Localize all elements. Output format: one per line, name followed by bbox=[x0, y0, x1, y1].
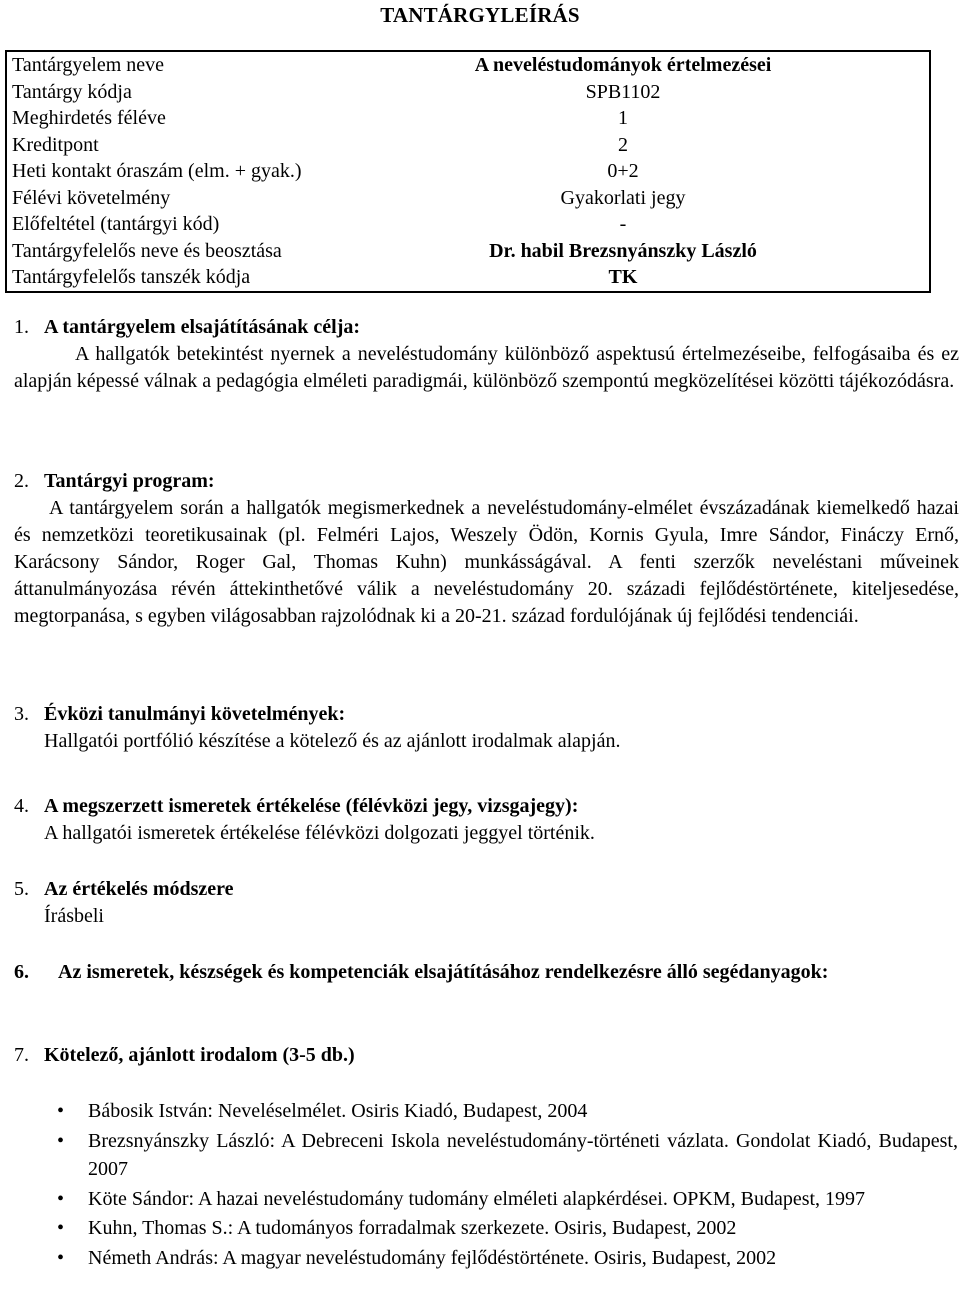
bullet-icon: • bbox=[57, 1246, 65, 1269]
course-info-table bbox=[5, 50, 931, 293]
section-heading: Évközi tanulmányi követelmények: bbox=[44, 703, 346, 725]
row-label: Meghirdetés féléve bbox=[12, 107, 166, 130]
section-heading: Az ismeretek, készségek és kompetenciák elsajátításához rendelkezésre álló segédanyagok: bbox=[58, 961, 829, 983]
row-label: Tantárgyfelelős tanszék kódja bbox=[12, 266, 251, 289]
row-value: 2 bbox=[618, 133, 628, 156]
page-title: TANTÁRGYLEÍRÁS bbox=[380, 3, 580, 27]
list-item bbox=[0, 1244, 960, 1273]
row-label: Tantárgy kódja bbox=[12, 80, 132, 103]
section-number: 3. bbox=[14, 703, 29, 725]
section-body: Írásbeli bbox=[44, 905, 104, 927]
table-row bbox=[6, 51, 930, 79]
row-label: Kreditpont bbox=[12, 133, 99, 156]
section-literature bbox=[14, 1042, 959, 1069]
section-heading: A megszerzett ismeretek értékelése (félévközi jegy, vizsgajegy): bbox=[44, 795, 579, 817]
row-label: Tantárgyfelelős neve és beosztása bbox=[12, 239, 282, 262]
section-number: 2. bbox=[14, 470, 29, 492]
bullet-icon: • bbox=[57, 1187, 65, 1210]
row-label: Tantárgyelem neve bbox=[12, 54, 165, 77]
section-heading: Az értékelés módszere bbox=[44, 878, 234, 900]
section-requirements bbox=[14, 701, 959, 755]
row-value: SPB1102 bbox=[585, 80, 661, 103]
row-label: Heti kontakt óraszám (elm. + gyak.) bbox=[12, 160, 302, 183]
reference-text: Kuhn, Thomas S.: A tudományos forradalmak szerkezete. Osiris, Budapest, 2002 bbox=[88, 1217, 737, 1239]
section-number: 4. bbox=[14, 795, 29, 817]
table-row bbox=[6, 264, 930, 292]
section-number: 7. bbox=[14, 1044, 29, 1066]
list-item bbox=[0, 1185, 960, 1214]
section-number: 1. bbox=[14, 316, 29, 338]
row-value: 1 bbox=[618, 107, 628, 130]
row-value: - bbox=[619, 213, 627, 236]
section-heading: Kötelező, ajánlott irodalom (3-5 db.) bbox=[44, 1044, 355, 1066]
section-number: 5. bbox=[14, 878, 29, 900]
row-label: Félévi követelmény bbox=[12, 186, 171, 209]
reference-text: Brezsnyánszky László: A Debreceni Iskola neveléstudomány-történeti vázlata. Gondolat Kiadó, Budapest, 2007 bbox=[88, 1129, 958, 1180]
table-row bbox=[6, 238, 930, 265]
row-value: TK bbox=[608, 266, 638, 289]
table-row bbox=[6, 132, 930, 159]
reference-text: Bábosik István: Neveléselmélet. Osiris Kiadó, Budapest, 2004 bbox=[88, 1100, 588, 1122]
bullet-icon: • bbox=[57, 1100, 65, 1122]
section-number: 6. bbox=[14, 961, 29, 983]
section-heading: A tantárgyelem elsajátításának célja: bbox=[44, 316, 361, 338]
section-materials bbox=[14, 959, 959, 986]
section-body: A tantárgyelem során a hallgatók megismerkednek a neveléstudomány-elmélet évszázadának kiemelkedő hazai és nemzetközi teoretikusainak (pl. Felméri Lajos, Weszely Ödön, Kornis Gyula, Imre Sándor, Fináczy Ernő, Karácsony Sándor, Roger Gal, Thomas Kuhn) munkásságával. A fenti szerzők neveléstani műveinek áttanulmányozása révén áttekinthetővé válik a neveléstudomány 20. századi fejlődéstörténete, kiteljesedése, megtorpanása, s egyben világosabban rajzolódnak ki a 20-21. század fordulójának új fejlődési tendenciái. bbox=[14, 497, 959, 627]
table-row bbox=[6, 158, 930, 185]
table-row bbox=[6, 105, 930, 132]
row-value: 0+2 bbox=[607, 160, 639, 183]
row-value: Gyakorlati jegy bbox=[560, 186, 686, 209]
table-row bbox=[6, 79, 930, 106]
table-row bbox=[6, 211, 930, 238]
row-label: Előfeltétel (tantárgyi kód) bbox=[12, 213, 220, 236]
section-evaluation bbox=[14, 793, 959, 847]
bullet-icon: • bbox=[57, 1217, 65, 1239]
bullet-icon: • bbox=[57, 1129, 65, 1152]
reference-text: Németh András: A magyar neveléstudomány fejlődéstörténete. Osiris, Budapest, 2002 bbox=[88, 1246, 777, 1269]
section-method bbox=[14, 876, 959, 930]
reference-list bbox=[0, 1097, 960, 1273]
list-item bbox=[0, 1127, 960, 1184]
section-goal bbox=[14, 314, 959, 395]
section-body: A hallgatók betekintést nyernek a neveléstudomány különböző aspektusú értelmezéseibe, felfogásaiba és ez alapján képessé válnak a pedagógia elméleti paradigmái, különböző szempontú megközelítései közötti tájékozódásra. bbox=[14, 343, 959, 392]
section-body: A hallgatói ismeretek értékelése félévközi dolgozati jeggyel történik. bbox=[44, 822, 595, 844]
row-value: A neveléstudományok értelmezései bbox=[474, 54, 772, 77]
section-program bbox=[14, 468, 959, 630]
reference-text: Köte Sándor: A hazai neveléstudomány tudomány elméleti alapkérdései. OPKM, Budapest, 1997 bbox=[88, 1187, 866, 1210]
row-value: Dr. habil Brezsnyánszky László bbox=[489, 239, 757, 262]
list-item bbox=[0, 1097, 960, 1126]
list-item bbox=[0, 1214, 960, 1243]
section-body: Hallgatói portfólió készítése a kötelező és az ajánlott irodalmak alapján. bbox=[44, 730, 621, 752]
section-heading: Tantárgyi program: bbox=[44, 470, 215, 492]
table-row bbox=[6, 185, 930, 212]
